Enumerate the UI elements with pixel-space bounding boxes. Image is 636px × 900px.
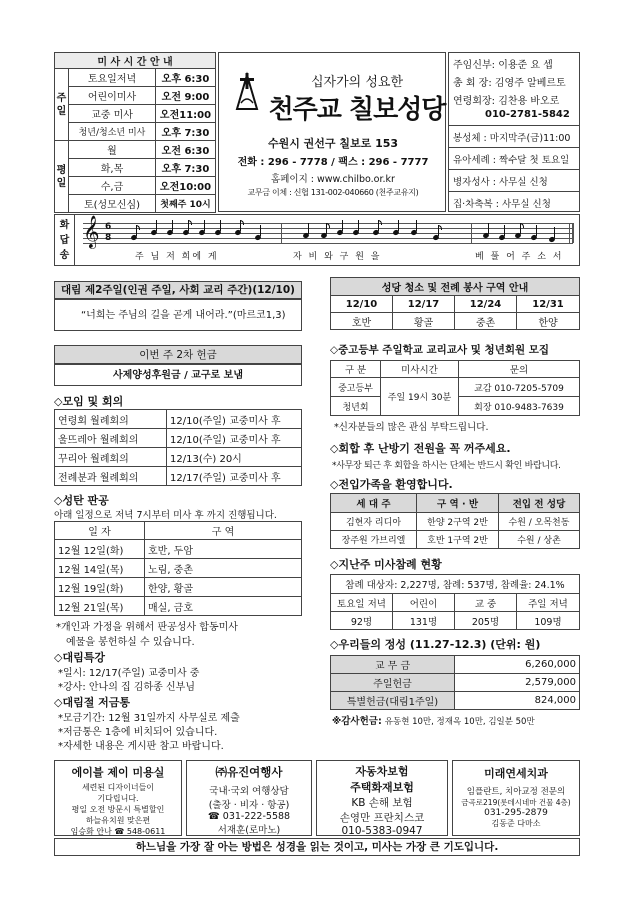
meeting-name: 울뜨레아 월례회의 (55, 429, 167, 448)
treble-clef-icon: 𝄞 (83, 215, 100, 248)
psalm-lyrics-3: 베 풀 어 주 소 서 (475, 252, 564, 262)
recruit-table (330, 360, 580, 416)
newcomer-prev: 수원 / 상촌 (499, 531, 580, 549)
music-note-stem (398, 220, 399, 231)
church-name: 천주교 칠보성당 (268, 95, 446, 125)
mass-name: 수,금 (69, 177, 156, 195)
meeting-when: 12/10(주일) 교중미사 후 (167, 429, 302, 448)
confession-title: ◇성탄 판공 (54, 494, 109, 507)
meetings-table (54, 409, 302, 486)
music-note-stem (220, 220, 221, 231)
cleaning-date: 12/10 (331, 296, 393, 313)
music-note-stem (156, 220, 157, 231)
ad-salon-line: 기다립니다. (97, 794, 139, 803)
music-note-stem (536, 225, 537, 236)
lecture-line-2: *강사: 안나의 집 김하종 신부님 (58, 682, 196, 693)
ad-dental-line: 금곡로219(롯데시네마 건물 4층) (461, 798, 571, 807)
confession-area: 한양, 황골 (145, 578, 302, 597)
staff-president: 총 회 장: 김영주 알베르토 (453, 78, 566, 89)
mass-name: 토요일저녁 (69, 69, 156, 87)
newcomers-header: 구 역 · 반 (417, 494, 499, 513)
staff-box (448, 52, 580, 212)
music-note-flag (188, 220, 192, 225)
savings-line-3: *자세한 내용은 게시판 참고 바랍니다. (58, 741, 224, 752)
mass-name: 화,목 (69, 159, 156, 177)
recruit-row-label: 중고등부 (331, 378, 381, 397)
newcomer-zone: 한양 2구역 2반 (417, 513, 499, 531)
anointing-sick: 병자성사 : 사무실 신청 (453, 177, 548, 188)
music-note-stem (204, 220, 205, 231)
footer-motto: 하느님을 가장 잘 아는 방법은 성경을 읽는 것이고, 미사는 가장 큰 기도입니다. (54, 838, 580, 856)
confession-desc: 아래 일정으로 저녁 7시부터 미사 후 까지 진행됩니다. (54, 510, 277, 521)
mass-time: 오후 7:30 (156, 123, 216, 141)
cleaning-date: 12/31 (517, 296, 580, 313)
recruit-contact: 회장 010-9483-7639 (459, 397, 580, 416)
ad-travel-line: ☎ 031-222-5588 (207, 811, 291, 822)
staff-funeral: 연령회장: 김찬용 바오로 (453, 96, 560, 107)
cleaning-table (330, 277, 580, 330)
ad-salon-line: 하늘유치원 맞은편 (85, 816, 151, 825)
confession-note-2: 예물을 봉헌하실 수 있습니다. (66, 637, 195, 648)
attendance-title: ◇지난주 미사참례 현황 (330, 558, 442, 571)
confession-header-area: 구 역 (145, 522, 302, 540)
church-address: 수원시 권선구 칠보로 153 (267, 137, 399, 150)
meeting-when: 12/13(수) 20시 (167, 448, 302, 467)
music-note-flag (378, 220, 382, 225)
ad-salon-line: 임승화 안나 ☎ 548-0611 (70, 827, 166, 836)
mass-name: 교중 미사 (69, 105, 156, 123)
meeting-when: 12/17(주일) 교중미사 후 (167, 467, 302, 486)
cleaning-area: 호반 (331, 313, 393, 330)
ad-dental-line: 031-295-2879 (484, 808, 548, 818)
newcomer-zone: 호반 1구역 2반 (417, 531, 499, 549)
weekday-label: 평일 (55, 141, 69, 213)
lecture-title: ◇대림특강 (54, 651, 105, 664)
confession-date: 12월 21일(목) (55, 597, 145, 616)
church-header (218, 52, 446, 212)
cleaning-area: 황골 (393, 313, 455, 330)
meeting-name: 연령회 월례회의 (55, 410, 167, 429)
recruit-title: ◇중고등부 주일학교 교리교사 및 청년회원 모집 (330, 344, 550, 356)
ad-insurance-line: KB 손해 보험 (351, 797, 413, 809)
mass-time: 오전11:00 (156, 105, 216, 123)
offering-name: 주일헌금 (331, 674, 455, 692)
communion-sick: 봉성체 : 마지막주(금)11:00 (453, 133, 571, 144)
sunday-title: 대림 제2주일(인권 주일, 사회 교리 주간)(12/10) (54, 281, 302, 299)
attendance-value: 92명 (331, 612, 393, 630)
attendance-header: 주일 저녁 (517, 594, 580, 612)
music-note-flag (136, 225, 140, 230)
attendance-summary: 참례 대상자: 2,227명, 참례: 537명, 참례율: 24.1% (331, 575, 580, 594)
offerings-table (330, 655, 580, 710)
mass-title: 미 사 시 간 안 내 (55, 53, 216, 69)
ad-salon (54, 760, 182, 836)
savings-line-1: *모금기간: 12월 31일까지 사무실로 제출 (58, 713, 240, 724)
music-note-stem (504, 225, 505, 236)
attendance-header: 어린이 (393, 594, 455, 612)
attendance-header: 교 중 (455, 594, 517, 612)
newcomers-table (330, 493, 580, 549)
ad-dental-name: 미래연세치과 (484, 767, 548, 780)
infant-baptism: 유아세례 : 짝수달 첫 토요일 (453, 155, 570, 166)
mass-time: 오전 9:00 (156, 87, 216, 105)
attendance-table (330, 574, 580, 630)
offering-name: 교 무 금 (331, 656, 455, 674)
music-note-stem (342, 220, 343, 231)
confession-note-1: *개인과 가정을 위해서 판공성사 합동미사 (56, 622, 238, 633)
psalm-label: 화답송 (55, 215, 75, 265)
ad-insurance (316, 760, 448, 836)
ad-dental-line: 김동준 다마소 (491, 819, 541, 828)
music-note-stem (172, 220, 173, 231)
meeting-name: 전례분과 월례회의 (55, 467, 167, 486)
offering-amount: 2,579,000 (455, 674, 580, 692)
savings-title: ◇대림절 저금통 (54, 696, 131, 709)
savings-line-2: *저금통은 1층에 비치되어 있습니다. (58, 727, 218, 738)
ad-insurance-line: 손영만 프란치스코 (339, 812, 425, 824)
music-note-flag (326, 223, 330, 228)
attendance-value: 131명 (393, 612, 455, 630)
psalm-lyrics-2: 자 비 와 구 원 을 (293, 252, 382, 262)
house-blessing: 집·차축복 : 사무실 신청 (453, 199, 551, 210)
confession-date: 12월 19일(화) (55, 578, 145, 597)
mass-time: 오후 6:30 (156, 69, 216, 87)
ad-salon-name: 에이블 제이 미용실 (71, 766, 165, 779)
lecture-line-1: *일시: 12/17(주일) 교중미사 중 (58, 668, 200, 679)
music-note-flag (438, 225, 442, 230)
mass-time: 오전 6:30 (156, 141, 216, 159)
thanks-list: 유동현 10만, 정재옥 10만, 김일분 50만 (384, 717, 535, 727)
recruit-header: 미사시간 (381, 361, 459, 378)
music-note-flag (240, 220, 244, 225)
offering-amount: 6,260,000 (455, 656, 580, 674)
ad-travel (186, 760, 312, 836)
recruit-note: *신자분들의 많은 관심 부탁드립니다. (334, 422, 489, 433)
sunday-label: 주일 (55, 69, 69, 141)
psalm-box (54, 214, 580, 266)
thanks-label: ※감사헌금: (332, 716, 382, 727)
psalm-notes (83, 223, 573, 247)
ad-travel-name: ㈜유진여행사 (215, 765, 283, 779)
mass-time: 오후 7:30 (156, 159, 216, 177)
church-logo-icon (229, 71, 265, 111)
ad-insurance-line: 010-5383-0947 (341, 825, 423, 837)
confession-area: 노림, 중촌 (145, 559, 302, 578)
music-note-stem (416, 220, 417, 231)
time-signature: 6 8 (105, 222, 112, 243)
ad-salon-line: 세련된 디자이너들이 (81, 783, 155, 792)
confession-header-date: 일 자 (55, 522, 145, 540)
collection-content: 사제양성후원금 / 교구로 보냄 (54, 364, 302, 386)
newcomers-header: 전입 전 성당 (499, 494, 580, 513)
church-homepage: 홈페이지 : www.chilbo.or.kr (271, 174, 395, 185)
music-note-stem (260, 225, 261, 236)
meeting-name: 꾸리아 월례회의 (55, 448, 167, 467)
ad-travel-line: 서재훈(로마노) (217, 825, 281, 836)
cleaning-date: 12/24 (455, 296, 517, 313)
cleaning-title: 성당 청소 및 전례 봉사 구역 안내 (331, 278, 580, 296)
mass-time: 오전10:00 (156, 177, 216, 195)
newcomer-name: 김현자 리디아 (331, 513, 417, 531)
church-subtitle: 십자가의 성요한 (310, 75, 404, 90)
recruit-row-label: 청년회 (331, 397, 381, 416)
newcomer-name: 장주원 가브리엘 (331, 531, 417, 549)
thanks-offering (332, 713, 535, 727)
psalm-lyrics-1: 주 님 저 희에 게 (135, 252, 219, 262)
ad-insurance-name: 자동차보험 (355, 765, 409, 778)
attendance-value: 205명 (455, 612, 517, 630)
ad-insurance-line: 주택화재보험 (350, 781, 414, 794)
church-phone: 전화 : 296 - 7778 / 팩스 : 296 - 7777 (237, 157, 429, 168)
recruit-header: 문의 (459, 361, 580, 378)
music-note-stem (554, 227, 555, 238)
confession-table (54, 521, 302, 616)
mass-name: 어린이미사 (69, 87, 156, 105)
heater-note: *사무장 퇴근 후 회합을 하시는 단체는 반드시 확인 바랍니다. (332, 461, 561, 471)
cleaning-area: 중촌 (455, 313, 517, 330)
confession-area: 호반, 두암 (145, 540, 302, 559)
mass-times-table (54, 52, 216, 212)
meeting-when: 12/10(주일) 교중미사 후 (167, 410, 302, 429)
music-note-stem (488, 223, 489, 234)
music-note-stem (308, 223, 309, 234)
offering-name: 특별헌금(대림1주일) (331, 692, 455, 710)
recruit-time: 주일 19시 30분 (381, 378, 459, 416)
meetings-title: ◇모임 및 회의 (54, 395, 124, 408)
mass-time: 첫째주 10시 (156, 195, 216, 213)
church-account: 교무금 이체 : 신협 131-002-040660 (천주교유지) (247, 188, 419, 197)
ad-travel-line: (출장 · 비자 · 항공) (208, 800, 290, 811)
confession-area: 매실, 금호 (145, 597, 302, 616)
ad-travel-line: 국내·국외 여행상담 (209, 786, 289, 797)
newcomers-header: 세 대 주 (331, 494, 417, 513)
newcomers-title: ◇전입가족을 환영합니다. (330, 478, 453, 491)
music-note-stem (358, 220, 359, 231)
ad-dental (452, 760, 580, 836)
attendance-value: 109명 (517, 612, 580, 630)
staff-priest: 주임신부: 이용준 요 셉 (453, 60, 553, 71)
staff-phone: 010-2781-5842 (485, 109, 570, 120)
confession-date: 12월 14일(목) (55, 559, 145, 578)
heater-title: ◇회합 후 난방기 전원을 꼭 꺼주세요. (330, 442, 511, 455)
ad-salon-line: 평일 오전 방문시 특별할인 (71, 805, 165, 814)
offerings-title: ◇우리들의 정성 (11.27-12.3) (단위: 원) (330, 638, 541, 651)
ad-dental-line: 임플란트, 치아교정 전문의 (466, 787, 566, 797)
attendance-header: 토요일 저녁 (331, 594, 393, 612)
mass-name: 토(성모신심) (69, 195, 156, 213)
mass-name: 청년/청소년 미사 (69, 123, 156, 141)
gospel-quote: “너희는 주님의 길을 곧게 내어라.”(마르코1,3) (54, 299, 302, 331)
music-note-flag (520, 223, 524, 228)
cleaning-area: 한양 (517, 313, 580, 330)
recruit-contact: 교감 010-7205-5709 (459, 378, 580, 397)
mass-name: 월 (69, 141, 156, 159)
cleaning-date: 12/17 (393, 296, 455, 313)
collection-title: 이번 주 2차 헌금 (54, 345, 302, 364)
recruit-header: 구 분 (331, 361, 381, 378)
offering-amount: 824,000 (455, 692, 580, 710)
confession-date: 12월 12일(화) (55, 540, 145, 559)
newcomer-prev: 수원 / 오목천동 (499, 513, 580, 531)
